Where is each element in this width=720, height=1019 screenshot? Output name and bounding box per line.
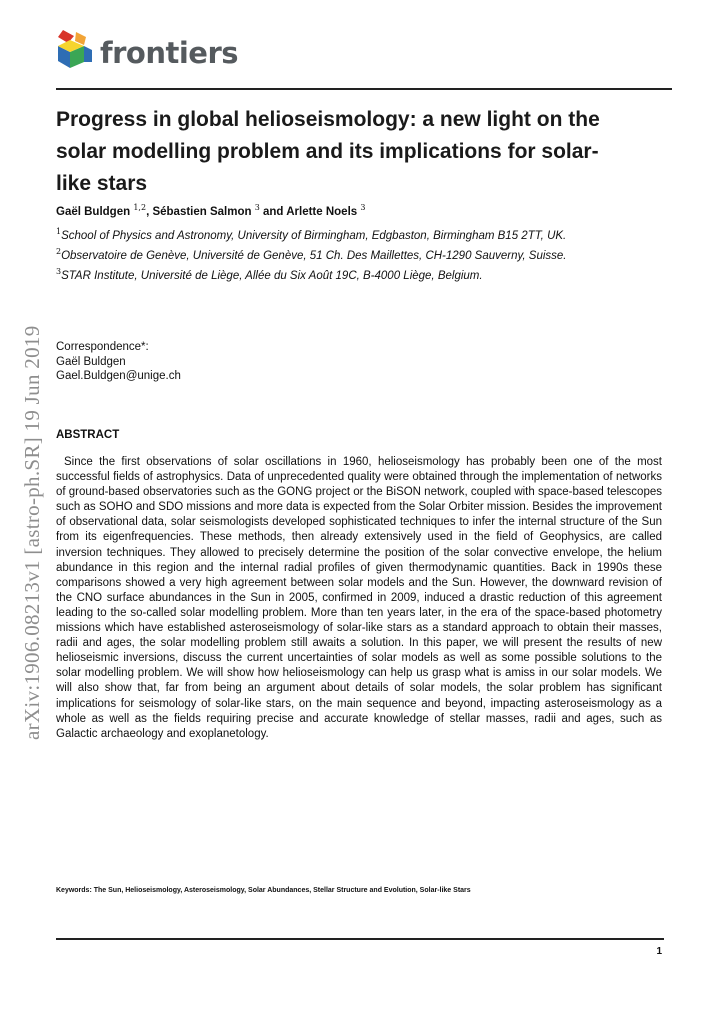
abstract-text: Since the first observations of solar oscillations in 1960, helioseismology has probably been one of the most successful fields of astrophysics. Data of unprecedented quality were obtained through the implementation of networks of ground-based observatories such as the GONG project or the BiSON network, coupled with space-based telescopes such as SOHO and SDO missions and more data is expected from the Solar Orbiter mission. Besides the improvement of observational data, solar seismologists developed sophisticated techniques to infer the internal structure of the Sun from its eigenfrequencies. These methods, then already extensively used in the field of Geophysics, are called inversion techniques. They allowed to precisely determine the position of the solar convective envelope, the helium abundance in this region and the internal radial profiles of given thermodynamic quantities. Back in 1990s these comparisons showed a very high agreement between solar models and the Sun. However, the downward revision of the CNO surface abundances in the Sun in 2005, confirmed in 2009, induced a drastic reduction of this agreement leading to the so-called solar modelling problem. More than ten years later, in the era of the space-based photometry missions which have established asteroseismology of solar-like stars as a standard approach to obtain their masses, radii and ages, the solar modelling problem still awaits a solution. In this paper, we will present the results of new helioseismic inversions, discuss the current uncertainties of solar models as well as some possible solutions to the solar modelling problem. We will show how helioseismology can help us grasp what is amiss in our solar models. We will also show that, far from being an argument about details of solar models, the solar problem has significant implications for seismology of solar-like stars, on the main sequence and beyond, impacting asteroseismology as a whole as well as the fields requiring precise and accurate knowledge of stellar masses, radii and ages, such as Galactic archaeology and exoplanetology. — [56, 456, 662, 740]
affiliation — [56, 264, 616, 284]
affil-number: 2 — [56, 246, 62, 256]
abstract-heading: ABSTRACT — [56, 429, 120, 441]
author-name: Gaël Buldgen — [56, 205, 131, 218]
frontiers-cube-icon — [56, 28, 96, 78]
arxiv-stamp: arXiv:1906.08213v1 [astro-ph.SR] 19 Jun 2019 — [20, 325, 44, 740]
author-name: Sébastien Salmon — [152, 205, 252, 218]
author-separator: and — [259, 205, 287, 218]
page-number: 1 — [656, 946, 662, 957]
author-affil-mark: 1,2 — [133, 203, 147, 212]
footer-rule — [56, 938, 664, 940]
affil-text: School of Physics and Astronomy, University of Birmingham, Edgbaston, Birmingham B15 2TT, UK. — [61, 229, 567, 242]
paper-title: Progress in global helioseismology: a new light on the solar modelling problem and its implications for solar-like stars — [56, 108, 600, 195]
correspondence-email: Gael.Buldgen@unige.ch — [56, 370, 181, 382]
correspondence-label: Correspondence*: — [56, 341, 149, 353]
affiliation-list — [56, 224, 616, 283]
affil-number: 1 — [56, 227, 62, 236]
author-list — [56, 203, 365, 218]
affil-text: STAR Institute, Université de Liège, Allée du Six Août 19C, B-4000 Liège, Belgium. — [61, 269, 483, 282]
header-rule — [56, 88, 672, 90]
journal-name: frontiers — [100, 36, 239, 70]
author-separator: , — [146, 205, 153, 218]
correspondence-block — [56, 340, 181, 384]
affiliation — [56, 224, 616, 244]
author-affil-mark: 3 — [360, 203, 366, 212]
correspondence-name: Gaël Buldgen — [56, 355, 126, 368]
affil-text: Observatoire de Genève, Université de Genève, 51 Ch. Des Maillettes, CH-1290 Sauverny, Suisse. — [61, 249, 567, 262]
keywords: Keywords: The Sun, Helioseismology, Asteroseismology, Solar Abundances, Stellar Structure and Evolution, Solar-like Stars — [56, 887, 471, 894]
author-name: Arlette Noels — [286, 205, 358, 218]
affiliation — [56, 244, 616, 264]
author-affil-mark: 3 — [254, 203, 260, 212]
frontiers-logo — [56, 26, 238, 80]
affil-number: 3 — [56, 266, 62, 276]
